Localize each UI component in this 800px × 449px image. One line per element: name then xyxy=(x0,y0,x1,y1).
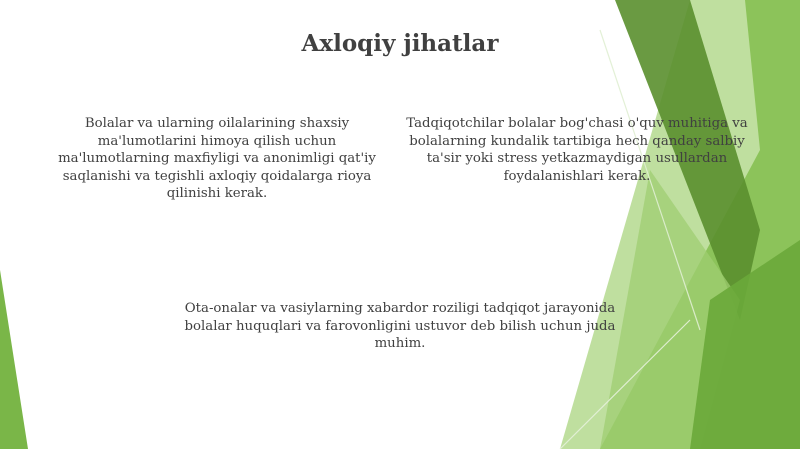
paragraph-privacy: Bolalar va ularning oilalarining shaxsiy ma'lumotlarini himoya qilish uchun ma'lumotlarning maxfiyligi va anonimligi qat'iy saqlanishi va tegishli axloqiy qoidalarga rioya qilinishi kerak. xyxy=(58,116,376,201)
left-edge-shape xyxy=(0,270,28,449)
paragraph-methods: Tadqiqotchilar bolalar bog'chasi o'quv muhitiga va bolalarning kundalik tartibiga hech qanday salbiy ta'sir yoki stress yetkazmaydigan usullardan foydalanishlari kerak. xyxy=(406,116,748,184)
page-title: Axloqiy jihatlar xyxy=(301,30,499,57)
paragraph-consent: Ota-onalar va vasiylarning xabardor roziligi tadqiqot jarayonida bolalar huquqlari va farovonligini ustuvor deb bilish uchun juda muhim. xyxy=(184,301,616,351)
